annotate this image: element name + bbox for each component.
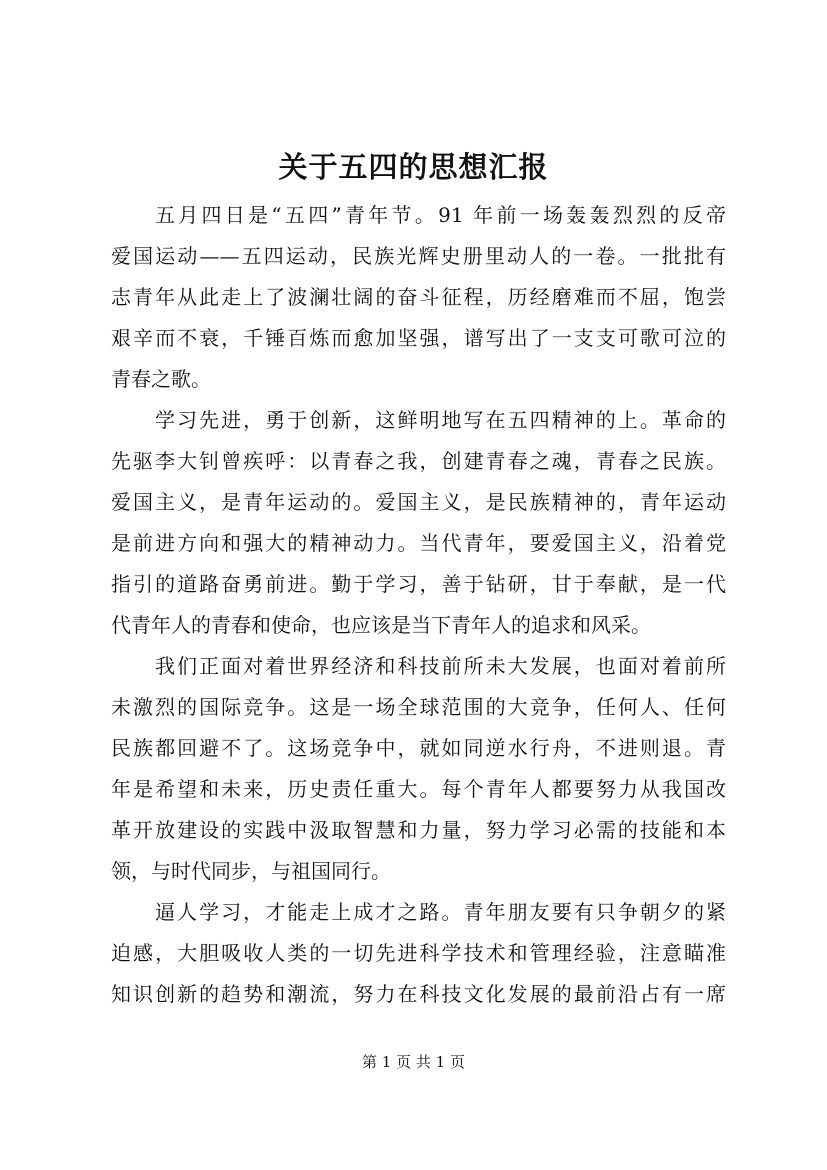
paragraph-line: 青春之歌。 <box>111 367 211 391</box>
paragraph <box>111 646 726 892</box>
paragraph <box>111 400 726 646</box>
paragraph-line: 逼人学习，才能走上成才之路。青年朋友要有只争朝夕的紧 <box>155 900 726 924</box>
paragraph-line: 我们正面对着世界经济和科技前所未大发展，也面对着前所 <box>155 654 726 678</box>
page-footer: 第 1 页 共 1 页 <box>362 1053 465 1071</box>
paragraph-line: 未激烈的国际竞争。这是一场全球范围的大竞争，任何人、任何 <box>111 695 726 719</box>
paragraph-line: 学习先进，勇于创新，这鲜明地写在五四精神的上。革命的 <box>155 408 726 432</box>
paragraph-line: 爱国运动——五四运动，民族光辉史册里动人的一卷。一批批有 <box>111 244 726 268</box>
paragraph-line: 指引的道路奋勇前进。勤于学习，善于钻研，甘于奉献，是一代 <box>111 572 726 596</box>
paragraph-line: 爱国主义，是青年运动的。爱国主义，是民族精神的，青年运动 <box>111 490 726 514</box>
paragraph-line: 迫感，大胆吸收人类的一切先进科学技术和管理经验，注意瞄准 <box>111 941 726 965</box>
paragraph-line: 年是希望和未来，历史责任重大。每个青年人都要努力从我国改 <box>111 777 726 801</box>
paragraph-line: 民族都回避不了。这场竞争中，就如同逆水行舟，不进则退。青 <box>111 736 726 760</box>
paragraph-line: 革开放建设的实践中汲取智慧和力量，努力学习必需的技能和本 <box>111 818 726 842</box>
document-body <box>111 195 726 1015</box>
paragraph-line: 艰辛而不衰，千锤百炼而愈加坚强，谱写出了一支支可歌可泣的 <box>111 326 726 350</box>
paragraph-line: 代青年人的青春和使命，也应该是当下青年人的追求和风采。 <box>111 613 651 637</box>
paragraph <box>111 195 726 400</box>
paragraph-line: 五月四日是“五四”青年节。91 年前一场轰轰烈烈的反帝 <box>155 203 726 227</box>
paragraph <box>111 892 726 1015</box>
paragraph-line: 领，与时代同步，与祖国同行。 <box>111 859 391 883</box>
document-title: 关于五四的思想汇报 <box>278 150 549 184</box>
paragraph-line: 先驱李大钊曾疾呼：以青春之我，创建青春之魂，青春之民族。 <box>111 449 726 473</box>
paragraph-line: 知识创新的趋势和潮流，努力在科技文化发展的最前沿占有一席 <box>111 982 726 1006</box>
paragraph-line: 志青年从此走上了波澜壮阔的奋斗征程，历经磨难而不屈，饱尝 <box>111 285 726 309</box>
paragraph-line: 是前进方向和强大的精神动力。当代青年，要爱国主义，沿着党 <box>111 531 726 555</box>
